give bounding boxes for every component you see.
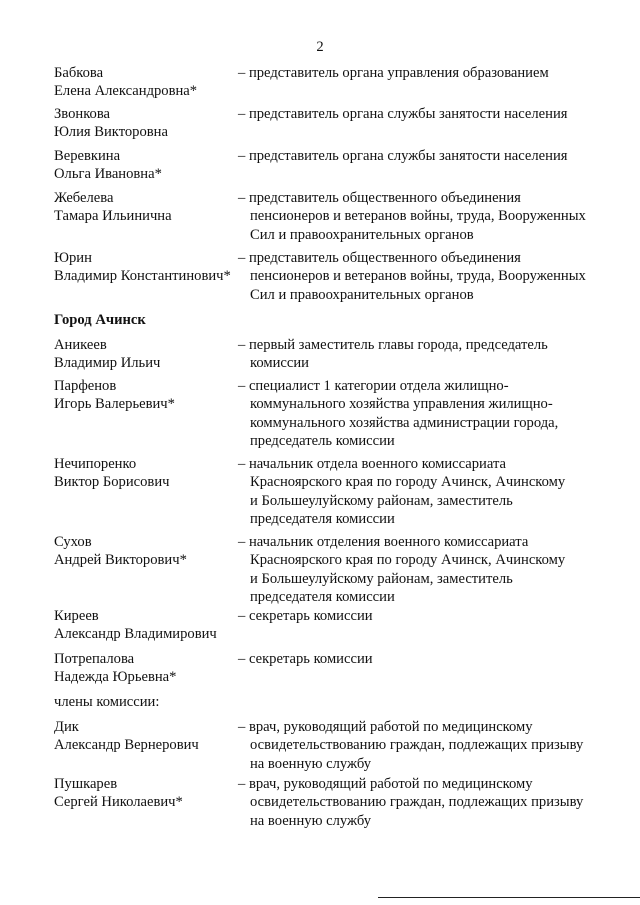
role-line: – представитель органа службы занятости населения (238, 106, 568, 122)
given-names: Юлия Викторовна (54, 124, 168, 141)
entry-name (54, 147, 244, 184)
surname: Сухов (54, 534, 92, 550)
role-line: председателя комиссии (250, 589, 395, 606)
page-number: 2 (316, 39, 324, 55)
surname: Потрепалова (54, 651, 135, 667)
role-line: – представитель органа управления образованием (238, 65, 549, 81)
role-line: – секретарь комиссии (238, 651, 373, 667)
entry-name (54, 650, 244, 687)
role-line: и Большеулуйскому районам, заместитель (250, 570, 513, 587)
entry-name (54, 105, 244, 142)
entry-role (238, 336, 598, 373)
given-names: Надежда Юрьевна* (54, 669, 177, 686)
given-names: Сергей Николаевич* (54, 794, 183, 811)
role-line: председатель комиссии (250, 433, 395, 450)
entry-name (54, 249, 244, 286)
given-names: Виктор Борисович (54, 474, 170, 491)
entry-name (54, 64, 244, 101)
role-line: коммунального хозяйства администрации города, (250, 414, 559, 431)
entry-role (238, 650, 598, 668)
surname: Дик (54, 719, 79, 735)
given-names: Владимир Ильич (54, 355, 161, 372)
entry-role (238, 189, 598, 244)
given-names: Тамара Ильинична (54, 208, 172, 225)
role-line: коммунального хозяйства управления жилищно- (250, 396, 553, 413)
surname: Жебелева (54, 190, 114, 206)
entry-role (238, 377, 598, 451)
entry-name (54, 775, 244, 812)
surname: Веревкина (54, 148, 121, 164)
entry-role (238, 64, 598, 82)
given-names: Владимир Константинович* (54, 268, 231, 285)
role-line: пенсионеров и ветеранов войны, труда, Вооруженных (250, 208, 586, 225)
role-line: комиссии (250, 355, 309, 372)
entry-name (54, 455, 244, 492)
role-line: Красноярского края по городу Ачинск, Ачинскому (250, 552, 566, 569)
role-line: – специалист 1 категории отдела жилищно- (238, 378, 509, 394)
role-line: освидетельствованию граждан, подлежащих призыву (250, 794, 584, 811)
role-line: – секретарь комиссии (238, 608, 373, 624)
bottom-rule (378, 897, 640, 898)
role-line: – первый заместитель главы города, председатель (238, 337, 548, 353)
surname: Киреев (54, 608, 99, 624)
role-line: – представитель общественного объединения (238, 250, 521, 266)
entry-role (238, 607, 598, 625)
given-names: Андрей Викторович* (54, 552, 187, 569)
role-line: Красноярского края по городу Ачинск, Ачинскому (250, 474, 566, 491)
given-names: Александр Владимирович (54, 626, 217, 643)
entry-role (238, 718, 598, 773)
role-line: – начальник отделения военного комиссариата (238, 534, 529, 550)
entry-name (54, 336, 244, 373)
section-heading: Город Ачинск (54, 312, 146, 328)
given-names: Ольга Ивановна* (54, 166, 162, 183)
role-line: пенсионеров и ветеранов войны, труда, Вооруженных (250, 268, 586, 285)
role-line: – врач, руководящий работой по медицинскому (238, 719, 533, 735)
surname: Пушкарев (54, 776, 118, 792)
surname: Парфенов (54, 378, 117, 394)
role-line: на военную службу (250, 755, 372, 772)
role-line: – начальник отдела военного комиссариата (238, 456, 506, 472)
entry-role (238, 533, 598, 607)
role-line: освидетельствованию граждан, подлежащих призыву (250, 737, 584, 754)
members-label: члены комиссии: (54, 694, 160, 710)
role-line: на военную службу (250, 812, 372, 829)
entry-role (238, 249, 598, 304)
entry-role (238, 105, 598, 123)
surname: Звонкова (54, 106, 111, 122)
entry-name (54, 377, 244, 414)
entry-name (54, 189, 244, 226)
surname: Бабкова (54, 65, 104, 81)
role-line: Сил и правоохранительных органов (250, 286, 474, 303)
entry-name (54, 533, 244, 570)
entry-name (54, 718, 244, 755)
entry-role (238, 147, 598, 165)
given-names: Александр Вернерович (54, 737, 199, 754)
role-line: – представитель общественного объединения (238, 190, 521, 206)
role-line: председателя комиссии (250, 511, 395, 528)
role-line: – представитель органа службы занятости населения (238, 148, 568, 164)
surname: Нечипоренко (54, 456, 137, 472)
role-line: и Большеулуйскому районам, заместитель (250, 492, 513, 509)
entry-role (238, 455, 598, 529)
given-names: Елена Александровна* (54, 83, 198, 100)
surname: Юрин (54, 250, 92, 266)
given-names: Игорь Валерьевич* (54, 396, 175, 413)
surname: Аникеев (54, 337, 107, 353)
entry-role (238, 775, 598, 830)
role-line: Сил и правоохранительных органов (250, 226, 474, 243)
entry-name (54, 607, 244, 644)
role-line: – врач, руководящий работой по медицинскому (238, 776, 533, 792)
